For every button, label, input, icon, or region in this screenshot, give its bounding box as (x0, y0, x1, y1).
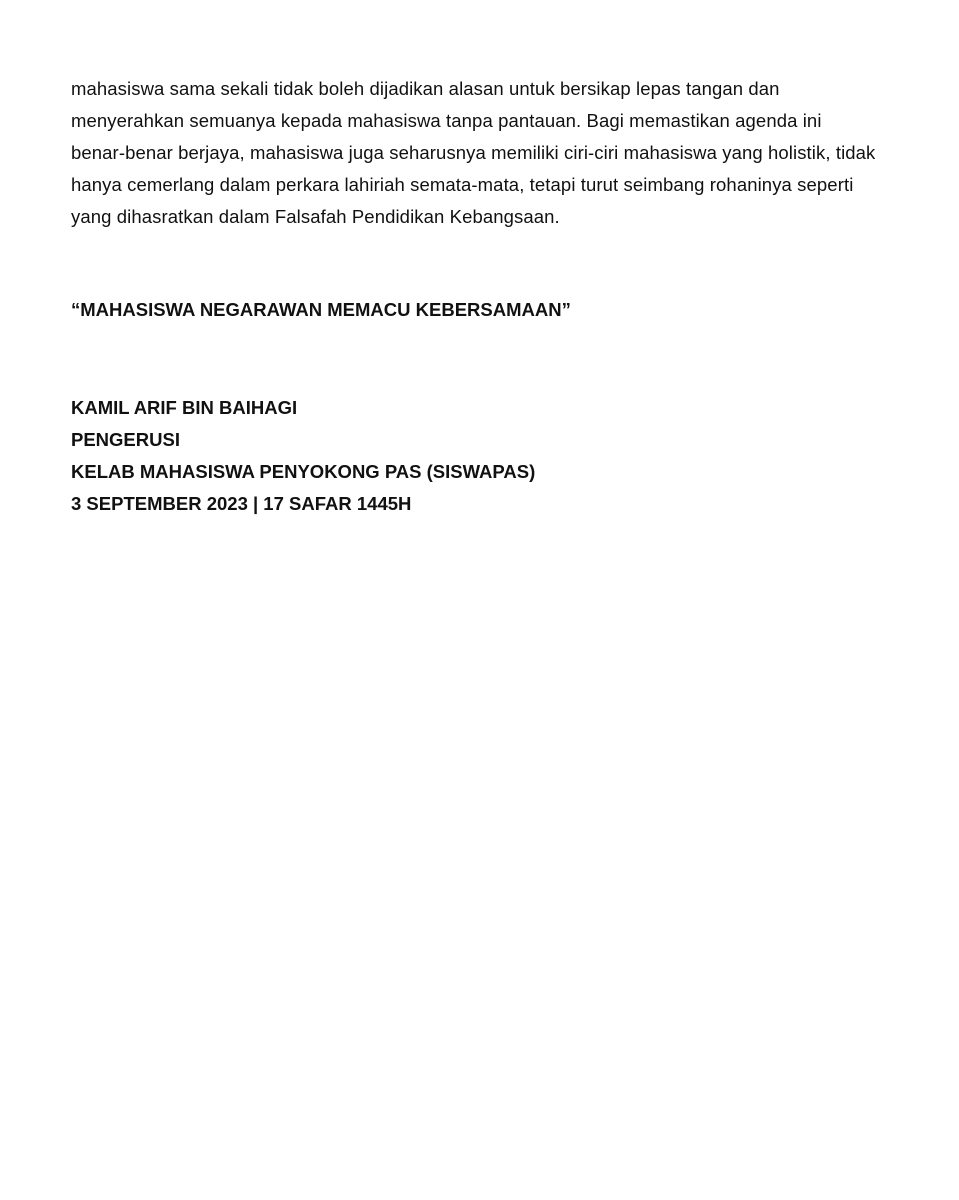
signatory-position: PENGERUSI (71, 429, 180, 450)
signatory-name: KAMIL ARIF BIN BAIHAGI (71, 397, 298, 418)
signatory-organization: KELAB MAHASISWA PENYOKONG PAS (SISWAPAS) (71, 461, 536, 482)
paragraph-line: mahasiswa sama sekali tidak boleh dijadikan alasan untuk bersikap lepas tangan dan (71, 78, 780, 99)
signature-date: 3 SEPTEMBER 2023 | 17 SAFAR 1445H (71, 493, 412, 514)
paragraph-line: hanya cemerlang dalam perkara lahiriah semata-mata, tetapi turut seimbang rohaninya seperti (71, 174, 854, 195)
paragraph-line: yang dihasratkan dalam Falsafah Pendidikan Kebangsaan. (71, 206, 560, 227)
paragraph-line: menyerahkan semuanya kepada mahasiswa tanpa pantauan. Bagi memastikan agenda ini (71, 110, 822, 131)
document-content (71, 73, 891, 520)
paragraph-line: benar-benar berjaya, mahasiswa juga seharusnya memiliki ciri-ciri mahasiswa yang holistik, tidak (71, 142, 876, 163)
slogan-heading: “MAHASISWA NEGARAWAN MEMACU KEBERSAMAAN” (71, 299, 571, 320)
signature-block (71, 392, 891, 520)
body-paragraph (71, 73, 891, 233)
